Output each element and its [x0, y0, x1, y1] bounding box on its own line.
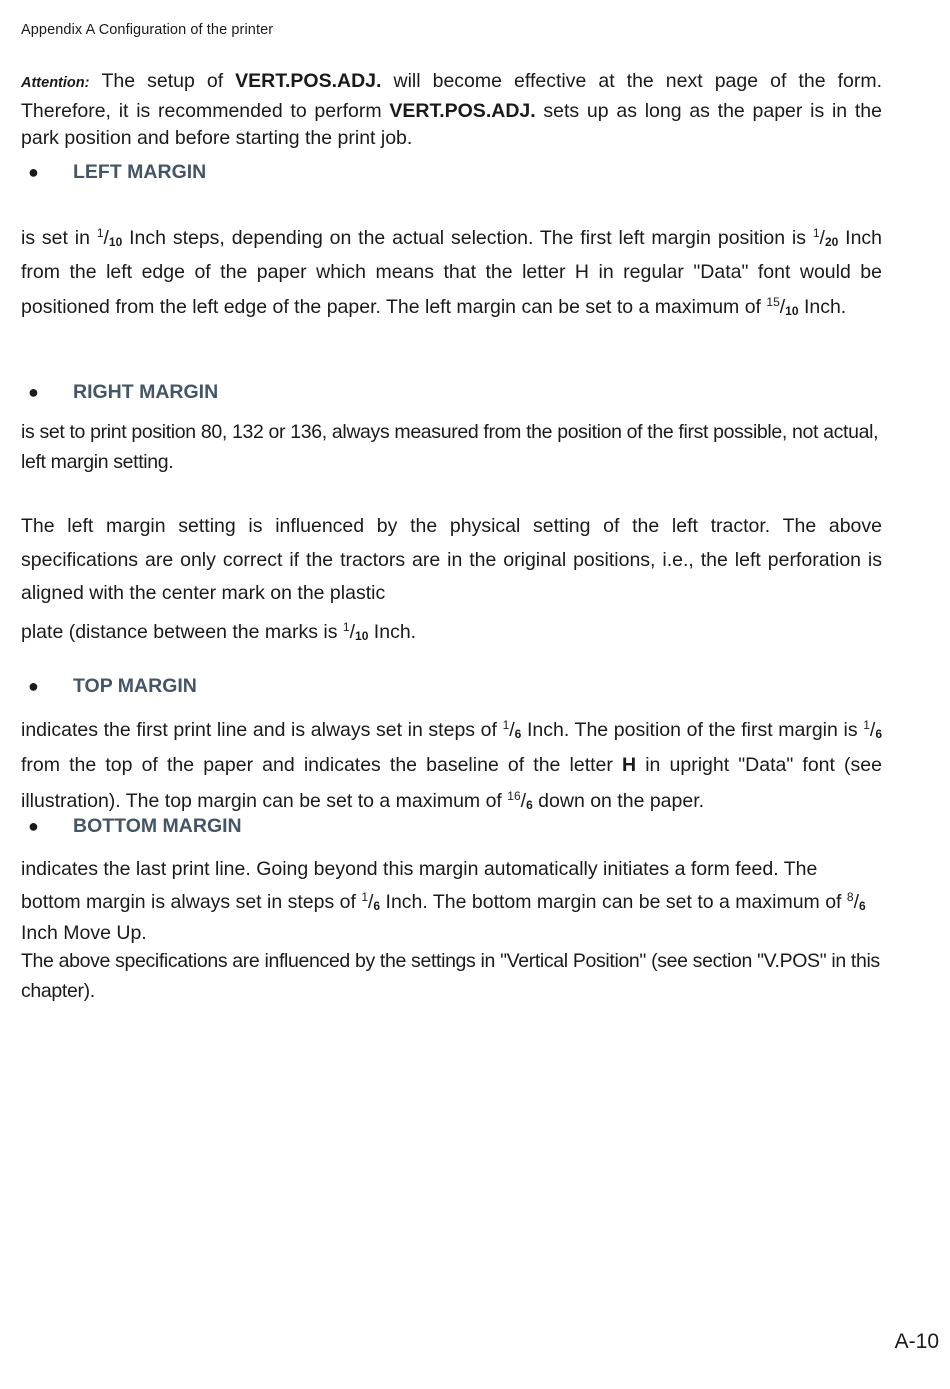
attention-paragraph: [21, 68, 882, 153]
top-margin-text-2: Inch. The position of the first margin is: [521, 719, 864, 741]
tractor-note-text-3: Inch.: [368, 620, 417, 643]
bullet-icon: ●: [28, 162, 39, 182]
bottom-margin-paragraph: [21, 856, 882, 948]
left-margin-text-1: is set in: [21, 227, 97, 249]
page-number: A-10: [894, 1330, 939, 1353]
left-margin-heading: [28, 161, 206, 184]
left-margin-paragraph: [21, 218, 882, 326]
vpos-note-paragraph: The above specifications are influenced by the settings in "Vertical Position" (see section "V.POS" in this chapter).: [21, 950, 880, 1002]
fraction: $^{15}/_{10}$: [766, 295, 799, 318]
fraction: $^1/_{10}$: [96, 226, 123, 249]
fraction-numerator: 8: [846, 889, 854, 904]
fraction: $^1/_6$: [361, 889, 381, 913]
fraction-numerator: 1: [502, 718, 510, 732]
top-margin-text-5: down on the paper.: [532, 790, 705, 812]
top-margin-text-3: from the top of the paper and indicates the baseline of the letter: [21, 754, 622, 776]
fraction-denominator: 6: [859, 898, 866, 913]
bottom-margin-text-1: indicates the last print line. Going beyond this margin automatically initiates a form feed. The bottom margin is always set in steps of: [21, 858, 818, 913]
bottom-margin-heading: [28, 815, 242, 838]
fraction-denominator: 10: [785, 304, 799, 318]
fraction: $^{16}/_6$: [507, 789, 533, 812]
right-margin-title: RIGHT MARGIN: [73, 381, 219, 403]
fraction-numerator: 1: [96, 226, 104, 240]
attention-text-3: sets up as long as the paper is in the park position and before starting the print job.: [21, 99, 882, 149]
fraction: $^1/_{20}$: [812, 226, 839, 249]
fraction-denominator: 10: [355, 628, 369, 643]
fraction: $^1/_{10}$: [342, 619, 369, 643]
fraction-denominator: 6: [373, 898, 381, 913]
right-margin-heading: [28, 381, 218, 404]
top-margin-text-1: indicates the first print line and is always set in steps of: [21, 719, 503, 741]
bullet-icon: ●: [28, 676, 39, 696]
left-margin-title: LEFT MARGIN: [73, 161, 207, 183]
fraction-denominator: 6: [526, 798, 533, 812]
running-header: Appendix A Configuration of the printer: [21, 22, 274, 38]
fraction-denominator: 10: [108, 235, 123, 249]
attention-keyword-1: VERT.POS.ADJ.: [235, 70, 382, 92]
fraction-denominator: 6: [875, 727, 882, 741]
left-margin-text-3: Inch from the left edge of the paper which means that the letter H in regular "Data" font would be positioned from the left edge of the paper. The left margin can be set to a maximum of: [21, 227, 883, 318]
bottom-margin-text-3: Inch Move Up.: [21, 922, 147, 944]
tractor-note-text-2: plate (distance between the marks is: [21, 620, 343, 643]
fraction: $^1/_6$: [502, 718, 522, 741]
attention-text-1: The setup of: [101, 70, 236, 92]
top-margin-heading: [28, 675, 197, 698]
fraction-numerator: 1: [812, 226, 820, 240]
bottom-margin-text-2: Inch. The bottom margin can be set to a maximum of: [380, 890, 847, 913]
attention-keyword-2: VERT.POS.ADJ.: [389, 99, 536, 122]
attention-label: Attention:: [21, 75, 90, 91]
top-margin-text-4: in upright "Data" font (see illustration). The top margin can be set to a maximum of: [21, 754, 882, 812]
right-margin-paragraph: is set to print position 80, 132 or 136, always measured from the position of the first possible, not actual, left margin setting.: [21, 421, 879, 473]
fraction-denominator: 6: [514, 727, 522, 741]
tractor-note-text-1: The left margin setting is influenced by the physical setting of the left tractor. The above specifications are only correct if the tractors are in the original positions, i.e., the left perforation is aligned with the center mark on the plastic: [21, 515, 882, 604]
fraction: $^1/_6$: [863, 718, 882, 741]
bullet-icon: ●: [28, 382, 39, 402]
left-margin-text-4: Inch.: [798, 296, 847, 318]
fraction-numerator: 1: [863, 718, 870, 732]
left-margin-text-2: Inch steps, depending on the actual selection. The first left margin position is: [122, 227, 813, 249]
fraction-numerator: 1: [342, 619, 350, 634]
bottom-margin-title: BOTTOM MARGIN: [73, 815, 242, 837]
tractor-note-paragraph: [21, 510, 882, 653]
top-margin-title: TOP MARGIN: [73, 675, 197, 697]
fraction-numerator: 1: [361, 889, 368, 904]
fraction: $^8/_6$: [846, 889, 866, 913]
top-margin-letter-h: H: [622, 754, 637, 776]
attention-text-2: will become effective at the next page of the form. Therefore, it is recommended to perform: [21, 70, 882, 122]
fraction-numerator: 15: [766, 295, 780, 309]
fraction-numerator: 16: [507, 789, 521, 803]
fraction-denominator: 20: [824, 235, 839, 249]
top-margin-paragraph: [21, 710, 882, 821]
bullet-icon: ●: [28, 816, 39, 836]
